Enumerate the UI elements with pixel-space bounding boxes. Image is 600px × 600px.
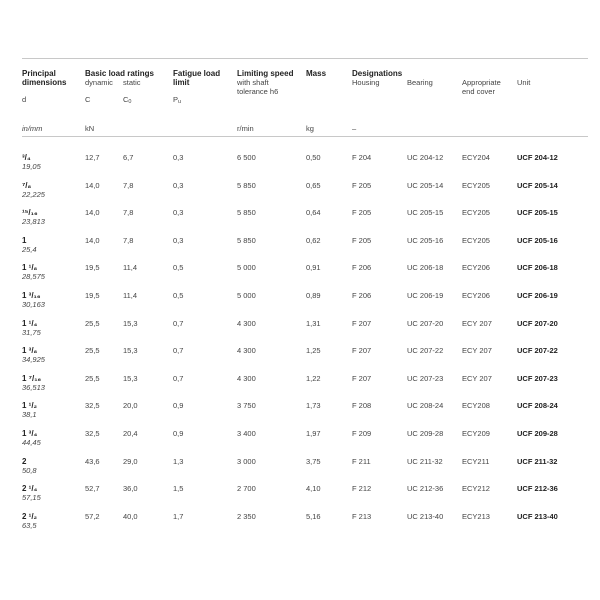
end-cover-cell: ECY206 [462, 291, 490, 300]
header-end-cover-line2: end cover [462, 87, 495, 96]
header-fatigue-line1: Fatigue load [173, 69, 221, 78]
dimension-inch: 2 [22, 456, 27, 466]
end-cover-cell: ECY209 [462, 429, 490, 438]
dimension-mm: 38,1 [22, 410, 37, 420]
dimension-inch: 1 ⁷/₁₆ [22, 373, 42, 383]
unit-designation-cell: UCF 204-12 [517, 153, 558, 162]
bearing-cell: UC 213-40 [407, 511, 444, 521]
limiting-speed-cell: 5 850 [237, 180, 256, 190]
dimension-cell [22, 263, 45, 282]
header-unit: Unit [517, 78, 531, 87]
bearing-cell: UC 205-15 [407, 208, 444, 218]
static-load-cell: 40,0 [123, 511, 138, 521]
dimension-mm: 19,05 [22, 162, 41, 171]
dimension-cell [22, 180, 45, 199]
header-speed-line1: Limiting speed [237, 69, 294, 78]
dynamic-load-cell: 25,5 [85, 318, 100, 328]
bearing-cell: UC 205-14 [407, 180, 444, 190]
bearing-cell: UC 208-24 [407, 401, 444, 411]
header-load-ratings [85, 69, 165, 105]
housing-cell: F 213 [352, 511, 372, 521]
dimension-cell [22, 291, 45, 309]
unit-designation-cell: UCF 206-19 [517, 291, 558, 300]
header-symbol-c0: C0 [123, 95, 132, 105]
dimension-mm: 31,75 [22, 327, 41, 337]
dimension-mm: 63,5 [22, 520, 37, 530]
housing-cell: F 204 [352, 153, 372, 162]
unit-designation-cell: UCF 211-32 [517, 456, 558, 466]
dynamic-load-cell: 25,5 [85, 346, 100, 356]
mass-cell: 0,91 [306, 263, 321, 273]
limiting-speed-cell: 2 700 [237, 484, 256, 494]
static-load-cell: 11,4 [123, 263, 138, 273]
dynamic-load-cell: 19,5 [85, 263, 100, 273]
dimension-mm: 23,813 [22, 217, 45, 227]
housing-cell: F 206 [352, 263, 372, 273]
dimension-inch: 2 ¹/₂ [22, 511, 38, 521]
mass-cell: 3,75 [306, 456, 321, 466]
table-row [22, 512, 588, 540]
limiting-speed-cell: 3 400 [237, 429, 256, 438]
housing-cell: F 205 [352, 180, 372, 190]
housing-cell: F 211 [352, 456, 371, 466]
limiting-speed-cell: 5 000 [237, 263, 256, 273]
limiting-speed-cell: 3 000 [237, 456, 256, 466]
dimension-inch: 1 ³/₈ [22, 346, 38, 356]
fatigue-limit-cell: 0,5 [173, 291, 184, 300]
dynamic-load-cell: 12,7 [85, 153, 100, 162]
header-principal-line1: Principal [22, 69, 56, 78]
limiting-speed-cell: 4 300 [237, 373, 256, 383]
unit-speed: r/min [237, 124, 254, 133]
table-row [22, 153, 588, 181]
fatigue-limit-cell: 0,9 [173, 429, 184, 438]
dimension-cell [22, 456, 37, 475]
header-top-rule [22, 58, 588, 59]
fatigue-limit-cell: 0,3 [173, 153, 184, 162]
fatigue-limit-cell: 0,7 [173, 373, 184, 383]
housing-cell: F 206 [352, 291, 372, 300]
dimension-cell [22, 401, 38, 420]
dynamic-load-cell: 57,2 [85, 511, 100, 521]
bearing-cell: UC 206-19 [407, 291, 444, 300]
header-principal-line2: dimensions [22, 78, 67, 87]
static-load-cell: 36,0 [123, 484, 138, 494]
header-dynamic: dynamic [85, 78, 113, 87]
bearing-cell: UC 209-28 [407, 429, 444, 438]
header-mass: Mass [306, 69, 327, 78]
header-limiting-speed [237, 69, 293, 96]
dimension-cell [22, 484, 41, 503]
end-cover-cell: ECY206 [462, 263, 490, 273]
unit-designation-cell: UCF 209-28 [517, 429, 558, 438]
static-load-cell: 15,3 [123, 318, 138, 328]
dimension-mm: 44,45 [22, 438, 41, 447]
static-load-cell: 29,0 [123, 456, 138, 466]
dimension-cell [22, 208, 45, 227]
limiting-speed-cell: 4 300 [237, 318, 256, 328]
fatigue-limit-cell: 0,7 [173, 346, 184, 356]
units-rule [22, 136, 588, 137]
dynamic-load-cell: 14,0 [85, 235, 100, 245]
mass-cell: 4,10 [306, 484, 321, 494]
unit-designation-cell: UCF 205-15 [517, 208, 558, 218]
dimension-mm: 25,4 [22, 244, 37, 254]
header-load-symbols [85, 95, 165, 105]
header-load-ratings-subtitles [85, 78, 165, 87]
mass-cell: 0,62 [306, 235, 321, 245]
header-end-cover-line1: Appropriate [462, 78, 501, 87]
table-row [22, 208, 588, 236]
fatigue-limit-cell: 1,7 [173, 511, 184, 521]
end-cover-cell: ECY205 [462, 235, 490, 245]
dimension-mm: 34,925 [22, 355, 45, 365]
dimension-inch: 1 ³/₄ [22, 429, 38, 438]
header-fatigue-load-limit [173, 69, 220, 105]
dimension-mm: 57,15 [22, 493, 41, 503]
dimension-mm: 28,575 [22, 272, 45, 282]
table-row [22, 346, 588, 374]
dimension-mm: 22,225 [22, 189, 45, 199]
unit-designation: – [352, 124, 357, 133]
unit-designation-cell: UCF 205-16 [517, 235, 558, 245]
bearing-cell: UC 212-36 [407, 484, 444, 494]
dimension-inch: 1 ¹/₂ [22, 401, 38, 411]
bearing-cell: UC 205-16 [407, 235, 444, 245]
dimension-cell [22, 429, 41, 447]
header-symbol-pu: Pu [173, 95, 182, 105]
fatigue-limit-cell: 0,9 [173, 401, 184, 411]
housing-cell: F 207 [352, 346, 372, 356]
header-end-cover [462, 78, 501, 96]
dynamic-load-cell: 32,5 [85, 401, 100, 411]
unit-designation-cell: UCF 206-18 [517, 263, 558, 273]
mass-cell: 0,50 [306, 153, 321, 162]
static-load-cell: 15,3 [123, 346, 138, 356]
mass-cell: 1,22 [306, 373, 321, 383]
dimension-inch: 2 ¹/₄ [22, 484, 38, 494]
static-load-cell: 7,8 [123, 180, 134, 190]
dimension-inch: 1 [22, 235, 27, 245]
mass-cell: 0,89 [306, 291, 321, 300]
table-row [22, 181, 588, 209]
fatigue-limit-cell: 1,3 [173, 456, 184, 466]
unit-designation-cell: UCF 207-22 [517, 346, 558, 356]
limiting-speed-cell: 5 850 [237, 235, 256, 245]
unit-designation-cell: UCF 207-23 [517, 373, 558, 383]
dimension-inch: ³/₄ [22, 153, 31, 162]
limiting-speed-cell: 5 850 [237, 208, 256, 218]
bearing-cell: UC 211-32 [407, 456, 443, 466]
unit-designation-cell: UCF 207-20 [517, 318, 558, 328]
fatigue-limit-cell: 0,3 [173, 235, 184, 245]
fatigue-limit-cell: 0,3 [173, 180, 184, 190]
header-symbol-c: C [85, 95, 91, 104]
dynamic-load-cell: 14,0 [85, 208, 100, 218]
limiting-speed-cell: 6 500 [237, 153, 256, 162]
end-cover-cell: ECY204 [462, 153, 490, 162]
limiting-speed-cell: 5 000 [237, 291, 256, 300]
end-cover-cell: ECY 207 [462, 318, 492, 328]
end-cover-cell: ECY212 [462, 484, 490, 494]
housing-cell: F 205 [352, 235, 372, 245]
housing-cell: F 207 [352, 373, 372, 383]
dimension-cell [22, 235, 37, 254]
table-row [22, 401, 588, 429]
header-speed-line3: tolerance h6 [237, 87, 279, 96]
header-principal-dimensions [22, 69, 66, 104]
static-load-cell: 6,7 [123, 153, 134, 162]
dimension-mm: 30,163 [22, 300, 45, 309]
mass-cell: 0,64 [306, 208, 321, 218]
dimension-inch: ¹⁵/₁₆ [22, 208, 38, 218]
fatigue-limit-cell: 0,7 [173, 318, 184, 328]
dynamic-load-cell: 43,6 [85, 456, 100, 466]
header-static: static [123, 78, 141, 87]
bearing-cell: UC 207-23 [407, 373, 444, 383]
dimension-inch: 1 ¹/₈ [22, 263, 38, 273]
limiting-speed-cell: 2 350 [237, 511, 256, 521]
header-fatigue-line2: limit [173, 78, 190, 87]
static-load-cell: 11,4 [123, 291, 138, 300]
table-row [22, 236, 588, 264]
unit-designation-cell: UCF 213-40 [517, 511, 558, 521]
table-row [22, 374, 588, 402]
housing-cell: F 207 [352, 318, 372, 328]
fatigue-limit-cell: 0,3 [173, 208, 184, 218]
mass-cell: 5,16 [306, 511, 321, 521]
dimension-cell [22, 346, 45, 365]
dynamic-load-cell: 19,5 [85, 291, 100, 300]
housing-cell: F 208 [352, 401, 372, 411]
dynamic-load-cell: 14,0 [85, 180, 100, 190]
end-cover-cell: ECY 207 [462, 373, 492, 383]
unit-mass: kg [306, 124, 314, 133]
table-row [22, 291, 588, 319]
mass-cell: 1,25 [306, 346, 321, 356]
dimension-cell [22, 511, 38, 530]
dimension-mm: 36,513 [22, 382, 45, 392]
table-row [22, 263, 588, 291]
fatigue-limit-cell: 1,5 [173, 484, 184, 494]
header-speed-line2: with shaft [237, 78, 269, 87]
table-row [22, 319, 588, 347]
housing-cell: F 205 [352, 208, 372, 218]
bearing-cell: UC 206-18 [407, 263, 444, 273]
mass-cell: 1,97 [306, 429, 321, 438]
bearing-cell: UC 204-12 [407, 153, 444, 162]
mass-cell: 0,65 [306, 180, 321, 190]
bearing-cell: UC 207-20 [407, 318, 444, 328]
table-row [22, 429, 588, 457]
dimension-mm: 50,8 [22, 465, 37, 475]
unit-d: in/mm [22, 124, 43, 133]
end-cover-cell: ECY 207 [462, 346, 492, 356]
header-load-ratings-title: Basic load ratings [85, 69, 154, 78]
limiting-speed-cell: 3 750 [237, 401, 256, 411]
end-cover-cell: ECY213 [462, 511, 490, 521]
end-cover-cell: ECY205 [462, 208, 490, 218]
dynamic-load-cell: 25,5 [85, 373, 100, 383]
unit-ratings: kN [85, 124, 95, 133]
dimension-inch: 1 ¹/₄ [22, 318, 38, 328]
static-load-cell: 7,8 [123, 235, 134, 245]
dimension-cell [22, 318, 41, 337]
header-symbol-d: d [22, 95, 27, 104]
static-load-cell: 7,8 [123, 208, 134, 218]
end-cover-cell: ECY205 [462, 180, 490, 190]
header-bearing: Bearing [407, 78, 433, 87]
table-row [22, 457, 588, 485]
unit-designation-cell: UCF 205-14 [517, 180, 558, 190]
dimension-cell [22, 153, 41, 171]
header-designations [352, 69, 402, 87]
dimension-inch: 1 ³/₁₆ [22, 291, 41, 300]
header-designations-title: Designations [352, 69, 403, 78]
mass-cell: 1,73 [306, 401, 321, 411]
housing-cell: F 209 [352, 429, 372, 438]
end-cover-cell: ECY208 [462, 401, 490, 411]
static-load-cell: 20,0 [123, 401, 138, 411]
housing-cell: F 212 [352, 484, 372, 494]
static-load-cell: 15,3 [123, 373, 138, 383]
dimension-inch: ⁷/₈ [22, 180, 32, 190]
unit-designation-cell: UCF 212-36 [517, 484, 558, 494]
mass-cell: 1,31 [306, 318, 321, 328]
unit-designation-cell: UCF 208-24 [517, 401, 558, 411]
dynamic-load-cell: 32,5 [85, 429, 100, 438]
fatigue-limit-cell: 0,5 [173, 263, 184, 273]
bearing-cell: UC 207-22 [407, 346, 444, 356]
dynamic-load-cell: 52,7 [85, 484, 100, 494]
end-cover-cell: ECY211 [462, 456, 490, 466]
header-housing: Housing [352, 78, 380, 87]
table-row [22, 484, 588, 512]
static-load-cell: 20,4 [123, 429, 138, 438]
limiting-speed-cell: 4 300 [237, 346, 256, 356]
dimension-cell [22, 373, 45, 392]
